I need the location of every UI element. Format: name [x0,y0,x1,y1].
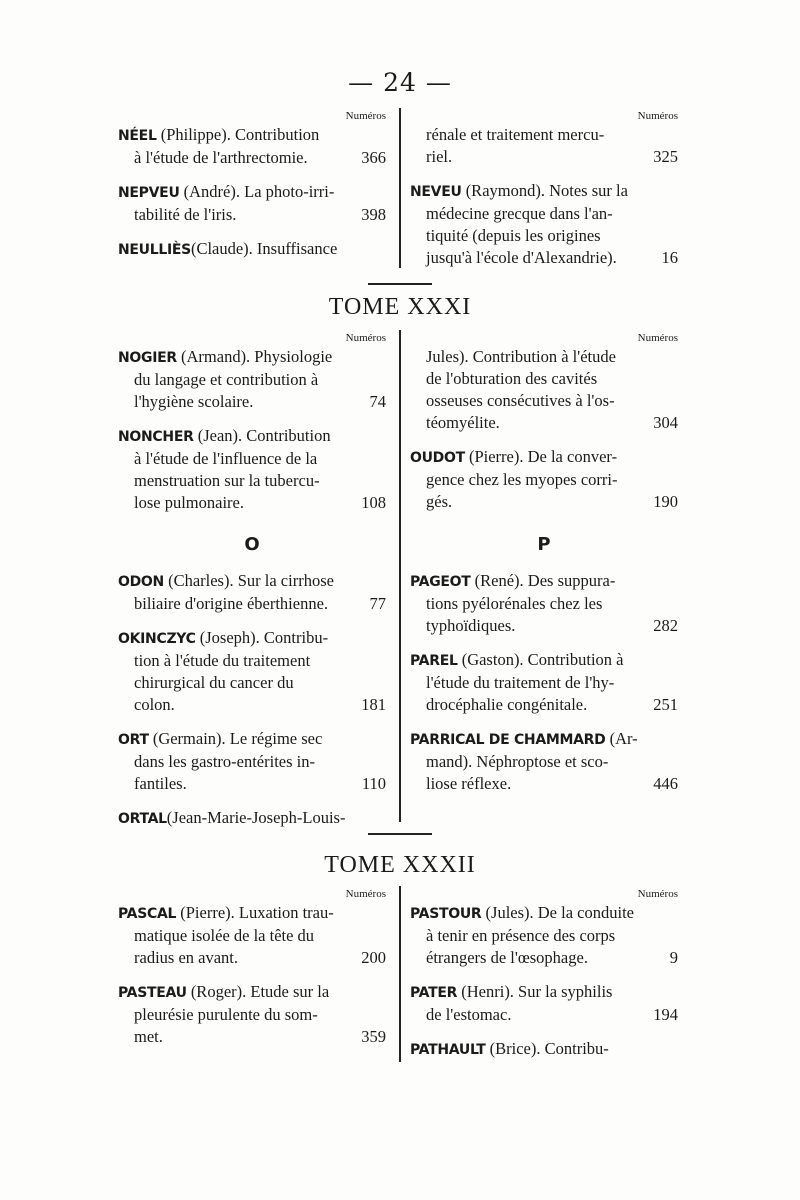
entry-text [134,1026,163,1048]
entry-title-text: Jules). Contribution à l'étude [426,347,616,366]
entry-line [118,346,386,369]
entry-title-text: (Brice). Contribu- [485,1039,609,1058]
entry-line [410,947,678,969]
author-name: NOGIER [118,350,177,366]
entry-title-text: rénale et traitement mercu- [426,125,605,144]
entry-line [410,203,678,225]
entry-title-text: téomyélite. [426,413,500,432]
entry-text [426,752,608,771]
entry-title-text: tabilité de l'iris. [134,205,237,224]
entry-title-text: (Pierre). De la conver- [464,447,618,466]
entry-number: 446 [653,774,678,793]
entry-title-text: liose réflexe. [426,774,512,793]
letter-heading-o: O [244,534,260,555]
entry-number: 74 [369,392,386,411]
entry-title-text: typhoïdiques. [426,616,516,635]
right-column [410,330,678,525]
bibliography-entry [118,346,386,413]
entry-text [410,1038,609,1061]
entry-title-text: à tenir en présence des corps [426,926,616,945]
bibliography-entry [118,902,386,969]
right-column-p [410,570,678,807]
entry-line [118,1026,386,1048]
entry-text [426,1004,511,1026]
author-name: ORT [118,732,149,748]
column-header: Numéros [637,110,678,122]
entry-text [134,1005,318,1024]
entry-line [118,728,386,751]
entry-title-text: (Ar- [605,729,638,748]
entry-line [410,124,678,146]
entry-title-text: (Jean). Contribution [193,426,331,445]
page-number: — 24 — [348,68,452,97]
bibliography-entry [118,728,386,795]
entry-line [118,593,386,615]
entry-title-text: lose pulmonaire. [134,493,244,512]
column-header: Numéros [637,332,678,344]
author-name: PARRICAL DE CHAMMARD [410,732,606,748]
entry-text [426,347,616,366]
author-name: OUDOT [410,450,465,466]
entry-line [410,469,678,491]
entry-title-text: chirurgical du cancer du [134,673,294,692]
column-header: Numéros [637,888,678,900]
entry-text [118,982,329,1001]
entry-title-text: jusqu'à l'école d'Alexandrie). [426,248,617,267]
entry-line [410,346,678,368]
entry-line [410,368,678,390]
left-column-o [118,570,386,842]
entry-text [426,773,511,795]
entry-line [410,694,678,716]
entry-line [410,981,678,1004]
entry-title-text: à l'étude de l'influence de la [134,449,318,468]
entry-text [118,628,328,647]
entry-number: 181 [361,695,386,714]
entry-title-text: colon. [134,695,175,714]
entry-text [410,729,638,748]
entry-title-text: (Philippe). Contribution [156,125,320,144]
entry-line [118,204,386,226]
entry-title-text: fantiles. [134,774,187,793]
bibliography-entry [410,124,678,168]
entry-line [118,650,386,672]
entry-number: 77 [369,594,386,613]
entry-text [426,226,601,245]
entry-line [410,146,678,168]
entry-text [134,673,294,692]
entry-line [118,627,386,650]
entry-text [118,729,322,748]
entry-text [118,571,334,590]
entry-title-text: (Raymond). Notes sur la [461,181,628,200]
entry-title-text: (Roger). Etude sur la [186,982,330,1001]
section-divider [368,283,432,285]
entry-text [426,412,500,434]
entry-title-text: l'hygiène scolaire. [134,392,254,411]
entry-number: 282 [653,616,678,635]
entry-text [426,146,452,168]
entry-title-text: (Pierre). Luxation trau- [176,903,334,922]
entry-title-text: (Germain). Le régime sec [148,729,323,748]
bibliography-entry [118,238,386,261]
entry-text [426,694,587,716]
column-header: Numéros [345,888,386,900]
bibliography-entry [118,425,386,514]
entry-title-text: riel. [426,147,453,166]
entry-title-text: biliaire d'origine éberthienne. [134,594,329,613]
column-divider [399,108,401,268]
column-divider [399,330,401,822]
entry-text [426,615,515,637]
entry-number: 9 [669,948,678,967]
entry-text [410,982,612,1001]
entry-title-text: met. [134,1027,163,1046]
author-name: PASCAL [118,906,177,922]
entry-line [118,773,386,795]
entry-line [410,925,678,947]
author-name: PAGEOT [410,574,471,590]
column-header: Numéros [345,332,386,344]
entry-number: 251 [653,695,678,714]
bibliography-entry [118,627,386,716]
entry-line [118,425,386,448]
right-column [410,886,678,1073]
entry-title-text: (Joseph). Contribu- [195,628,329,647]
entry-line [118,751,386,773]
entry-number: 325 [653,147,678,166]
entry-number: 110 [361,774,386,793]
entry-text [426,369,597,388]
entry-number: 304 [653,413,678,432]
entry-title-text: médecine grecque dans l'an- [426,204,613,223]
entry-line [118,570,386,593]
entry-line [410,649,678,672]
entry-title-text: tiquité (depuis les origines [426,226,601,245]
entry-line [118,181,386,204]
bibliography-entry [410,728,678,795]
entry-title-text: (Gaston). Contribution à [457,650,624,669]
bibliography-entry [410,902,678,969]
section-tome-xxx [118,108,684,268]
entry-title-text: matique isolée de la tête du [134,926,315,945]
entry-line [118,807,386,830]
author-name: OKINCZYC [118,631,196,647]
entry-line [118,369,386,391]
entry-line [118,492,386,514]
entry-line [118,470,386,492]
entry-title-text: (Armand). Physiologie [176,347,333,366]
left-column [118,886,386,1060]
entry-title-text: l'étude du traitement de l'hy- [426,673,615,692]
entry-number: 398 [361,205,386,224]
author-name: PASTEAU [118,985,187,1001]
author-name: PATHAULT [410,1042,486,1058]
author-name: ORTAL [118,811,167,827]
entry-line [118,448,386,470]
entry-text [426,926,615,945]
entry-number: 194 [653,1005,678,1024]
entry-line [410,1038,678,1061]
entry-number: 190 [653,492,678,511]
entry-text [118,238,337,261]
entry-text [134,147,308,169]
entry-number: 200 [361,948,386,967]
entry-title-text: radius en avant. [134,948,239,967]
bibliography-entry [410,570,678,637]
entry-text [410,571,615,590]
entry-text [426,247,617,269]
entry-line [118,947,386,969]
entry-line [410,1004,678,1026]
entry-text [134,204,236,226]
entry-title-text: (André). La photo-irri- [179,182,335,201]
entry-text [118,807,345,830]
entry-text [426,673,614,692]
tome-heading: TOME XXXI [328,294,472,320]
bibliography-entry [410,180,678,269]
entry-line [118,902,386,925]
entry-title-text: pleurésie purulente du som- [134,1005,318,1024]
left-column [118,108,386,273]
entry-title-text: (Jean-Marie-Joseph-Louis- [166,808,346,827]
author-name: NEPVEU [118,185,180,201]
entry-number: 359 [361,1027,386,1046]
entry-text [134,651,310,670]
entry-line [410,593,678,615]
right-column [410,108,678,281]
entry-text [426,947,588,969]
entry-line [118,1004,386,1026]
bibliography-entry [118,570,386,615]
entry-title-text: du langage et contribution à [134,370,319,389]
entry-text [118,182,334,201]
left-column [118,330,386,526]
entry-title-text: (René). Des suppura- [470,571,616,590]
entry-text [426,391,615,410]
author-name: PASTOUR [410,906,482,922]
entry-line [118,238,386,261]
author-name: PAREL [410,653,458,669]
author-name: ODON [118,574,164,590]
entry-line [410,247,678,269]
entry-text [134,947,238,969]
entry-text [426,125,604,144]
entry-text [426,204,613,223]
author-name: NÉEL [118,128,157,144]
entry-line [410,902,678,925]
entry-line [118,672,386,694]
entry-line [410,773,678,795]
entry-title-text: gés. [426,492,453,511]
entry-title-text: dans les gastro-entérites in- [134,752,315,771]
entry-text [410,181,628,200]
entry-text [134,752,315,771]
bibliography-entry [410,1038,678,1061]
entry-text [134,593,328,615]
entry-line [410,615,678,637]
bibliography-entry [410,346,678,434]
entry-text [118,125,319,144]
author-name: NEULLIÈS [118,242,191,258]
entry-text [134,391,253,413]
entry-line [118,124,386,147]
entry-line [118,925,386,947]
entry-text [426,470,618,489]
entry-title-text: (Charles). Sur la cirrhose [163,571,334,590]
bibliography-entry [118,181,386,226]
entry-title-text: tion à l'étude du traitement [134,651,311,670]
entry-line [410,491,678,513]
entry-line [410,446,678,469]
entry-title-text: (Jules). De la conduite [481,903,634,922]
section-divider [368,833,432,835]
entry-text [134,471,320,490]
entry-text [134,370,318,389]
bibliography-entry [410,649,678,716]
entry-line [410,390,678,412]
bibliography-entry [118,807,386,830]
column-header: Numéros [345,110,386,122]
entry-line [118,981,386,1004]
section-tome-xxxii [118,886,684,1062]
entry-title-text: menstruation sur la tubercu- [134,471,320,490]
entry-text [134,773,187,795]
bibliography-entry [410,446,678,513]
entry-title-text: à l'étude de l'arthrectomie. [134,148,308,167]
entry-text [410,903,634,922]
entry-line [118,391,386,413]
bibliography-entry [118,124,386,169]
entry-title-text: drocéphalie congénitale. [426,695,588,714]
entry-text [410,447,617,466]
entry-number: 108 [361,493,386,512]
entry-title-text: gence chez les myopes corri- [426,470,618,489]
entry-line [410,570,678,593]
entry-title-text: de l'obturation des cavités [426,369,598,388]
entry-number: 366 [361,148,386,167]
entry-text [118,426,331,445]
entry-line [118,147,386,169]
entry-title-text: (Henri). Sur la syphilis [457,982,613,1001]
entry-line [410,412,678,434]
entry-line [410,225,678,247]
entry-title-text: (Claude). Insuffisance [190,239,338,258]
tome-heading: TOME XXXII [324,852,476,878]
letter-heading-p: P [537,534,551,555]
bibliography-entry [410,981,678,1026]
entry-line [410,751,678,773]
entry-text [118,903,334,922]
entry-title-text: osseuses consécutives à l'os- [426,391,615,410]
author-name: NEVEU [410,184,462,200]
entry-text [134,926,314,945]
author-name: PATER [410,985,458,1001]
author-name: NONCHER [118,429,194,445]
entry-line [410,180,678,203]
entry-number: 16 [661,248,678,267]
entry-text [134,694,175,716]
entry-text [134,492,244,514]
entry-text [134,449,317,468]
bibliography-entry [118,981,386,1048]
section-tome-xxxi [118,330,684,827]
entry-text [410,650,623,669]
entry-line [118,694,386,716]
entry-line [410,728,678,751]
entry-title-text: mand). Néphroptose et sco- [426,752,609,771]
entry-title-text: étrangers de l'œsophage. [426,948,588,967]
entry-text [118,347,332,366]
column-divider [399,886,401,1062]
entry-text [426,491,452,513]
entry-title-text: de l'estomac. [426,1005,512,1024]
entry-title-text: tions pyélorénales chez les [426,594,603,613]
entry-line [410,672,678,694]
entry-text [426,594,602,613]
